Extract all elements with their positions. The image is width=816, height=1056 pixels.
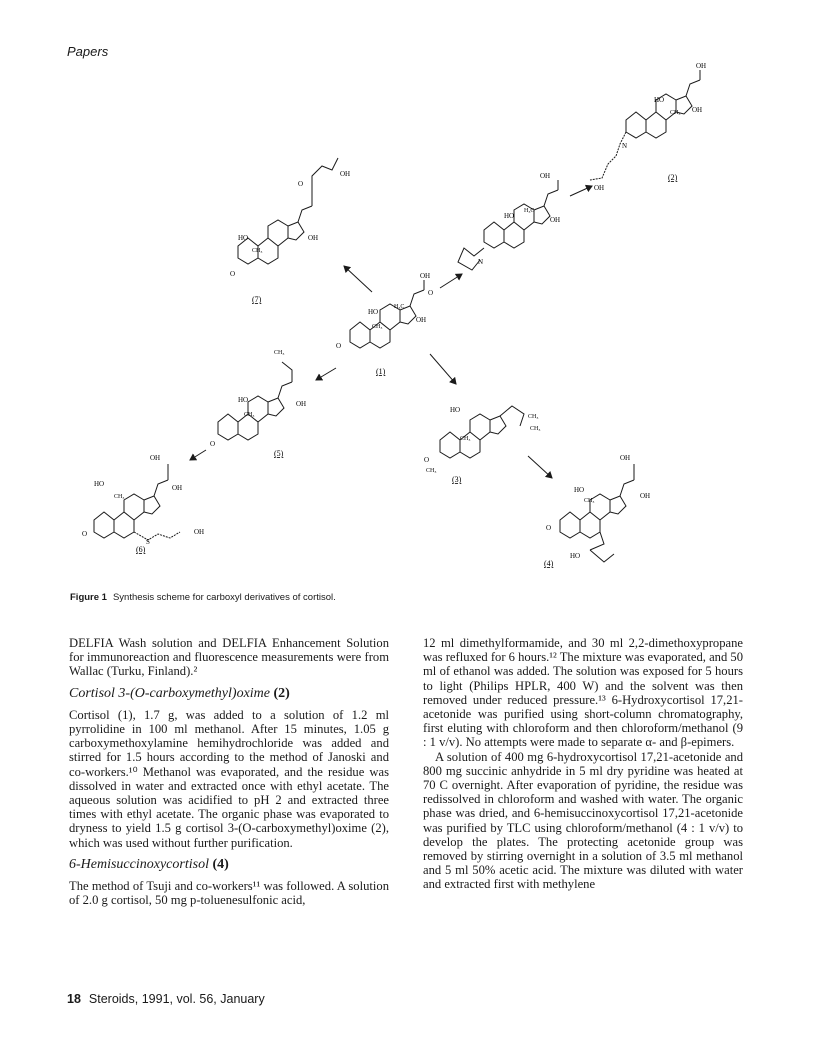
svg-text:OH: OH — [550, 216, 561, 224]
page-number: 18 — [67, 992, 81, 1006]
reaction-arrow — [430, 354, 456, 384]
reaction-arrow — [316, 368, 336, 380]
svg-text:(6): (6) — [136, 545, 146, 554]
svg-text:HO: HO — [654, 96, 665, 104]
svg-text:OH: OH — [696, 62, 707, 70]
svg-text:O: O — [298, 180, 304, 188]
reaction-arrow — [190, 450, 206, 460]
svg-text:CH₃: CH₃ — [372, 324, 383, 330]
paragraph: 12 ml dimethylformamide, and 30 ml 2,2-dimethoxypropane was refluxed for 6 hours.¹² The mixture was evaporated, and 50 ml of ethanol was added. The solution was exposed for 5 hours to light (Philips HPLR, 400 W) and the solvent was then removed under reduced pressure.¹³ 6-Hydroxycortisol 17,21-acetonide was purified using short-column chromatography, first eluting with chloroform and then chloroform/methanol (9 : 1 v/v). No attempts were made to separate α- and β-epimers. — [423, 636, 743, 750]
svg-text:CH₃: CH₃ — [670, 110, 681, 116]
svg-text:HO: HO — [570, 552, 581, 560]
svg-text:OH: OH — [172, 484, 183, 492]
svg-text:CH₃: CH₃ — [244, 412, 255, 418]
svg-text:OH: OH — [540, 172, 551, 180]
svg-text:HO: HO — [574, 486, 585, 494]
journal-citation: Steroids, 1991, vol. 56, January — [88, 992, 265, 1006]
svg-text:H₃C: H₃C — [524, 208, 535, 214]
svg-text:HO: HO — [94, 480, 105, 488]
svg-text:CH₃: CH₃ — [274, 350, 285, 356]
svg-text:OH: OH — [620, 454, 631, 462]
section-heading: Cortisol 3-(O-carboxymethyl)oxime (2) — [69, 685, 290, 701]
svg-text:OH: OH — [308, 234, 319, 242]
svg-text:HO: HO — [238, 234, 249, 242]
svg-text:(3): (3) — [452, 475, 462, 484]
svg-text:OH: OH — [150, 454, 161, 462]
svg-text:(7): (7) — [252, 295, 262, 304]
reaction-arrow — [440, 274, 462, 288]
figure-label: Figure 1 — [70, 592, 107, 603]
compound-label: (1) — [376, 367, 386, 376]
svg-text:CH₃: CH₃ — [528, 414, 539, 420]
svg-text:O: O — [82, 530, 88, 538]
paragraph: Cortisol (1), 1.7 g, was added to a solution of 1.2 ml pyrrolidine in 100 ml methanol. After 15 minutes, 1.05 g carboxymethoxylamine hemihydrochloride was added and stirred for 1.5 hours according to the method of Janoski and co-workers.¹⁰ Methanol was evaporated, and the residue was dissolved in water and extracted once with ethyl acetate. The aqueous solution was acidified to pH 2 and extracted three times with ethyl acetate. The organic phase was evaporated to dryness to yield 1.5 g cortisol 3-(O-carboxymethyl)oxime (2), which was used without further purification. — [69, 707, 389, 850]
svg-text:(2): (2) — [668, 173, 678, 182]
reaction-arrow — [344, 266, 372, 292]
right-column — [423, 636, 743, 892]
figure-caption — [70, 592, 336, 603]
svg-text:H₃C: H₃C — [394, 304, 405, 310]
svg-text:OH: OH — [416, 316, 427, 324]
svg-text:O: O — [230, 270, 236, 278]
svg-text:CH₃: CH₃ — [584, 498, 595, 504]
paragraph: A solution of 400 mg 6-hydroxycortisol 17,21-acetonide and 800 mg succinic anhydride in 5 ml dry pyridine was heated at 70 C overnight. After evaporation of pyridine, the residue was redissolved in chloroform and washed with water. The organic phase was dried, and 6-hemisuccinoxycortisol 17,21-acetonide was purified by TLC using chloroform/methanol (4 : 1 v/v) to develop the plates. The protecting acetonide group was removed by stirring overnight in a solution of 3.5 ml methanol and 5 ml 50% acetic acid. The mixture was diluted with water and extracted first with methylene — [423, 749, 743, 892]
svg-text:OH: OH — [194, 528, 205, 536]
svg-text:OH: OH — [640, 492, 651, 500]
svg-text:OH: OH — [296, 400, 307, 408]
atom-label: OH — [420, 272, 431, 280]
svg-text:O: O — [424, 456, 430, 464]
svg-text:(5): (5) — [274, 449, 284, 458]
svg-text:HO: HO — [450, 406, 461, 414]
compound-7-structure — [230, 158, 350, 304]
svg-text:O: O — [210, 440, 216, 448]
svg-text:S: S — [146, 538, 150, 546]
synthesis-scheme-figure — [0, 60, 816, 600]
svg-text:O: O — [546, 524, 552, 532]
svg-text:OH: OH — [594, 184, 605, 192]
reaction-arrow — [570, 186, 592, 196]
compound-6-structure — [82, 454, 204, 554]
enamine-intermediate-structure — [458, 172, 560, 270]
svg-text:HO: HO — [504, 212, 515, 220]
svg-text:CH₃: CH₃ — [426, 468, 437, 474]
svg-text:HO: HO — [368, 308, 379, 316]
left-column — [69, 636, 389, 907]
compound-4-structure — [544, 454, 650, 568]
svg-text:OH: OH — [692, 106, 703, 114]
compound-1-structure — [336, 272, 433, 376]
svg-text:HO: HO — [238, 396, 249, 404]
section-heading: 6-Hemisuccinoxycortisol (4) — [69, 856, 229, 872]
svg-text:N: N — [622, 142, 628, 150]
svg-text:(4): (4) — [544, 559, 554, 568]
svg-text:CH₃: CH₃ — [460, 436, 471, 442]
svg-text:CH₃: CH₃ — [114, 494, 125, 500]
reaction-arrow — [528, 456, 552, 478]
svg-text:CH₃: CH₃ — [530, 426, 541, 432]
compound-2-structure — [590, 62, 706, 192]
svg-text:CH₃: CH₃ — [252, 248, 263, 254]
page-footer — [67, 992, 265, 1006]
compound-5-structure — [210, 350, 306, 458]
svg-text:OH: OH — [340, 170, 351, 178]
paragraph: DELFIA Wash solution and DELFIA Enhancement Solution for immunoreaction and fluorescence measurements were from Wallac (Turku, Finland).² — [69, 636, 389, 679]
svg-text:O: O — [428, 289, 434, 297]
svg-text:O: O — [336, 342, 342, 350]
running-header: Papers — [67, 44, 109, 59]
compound-3-structure — [424, 406, 540, 484]
figure-caption-text: Synthesis scheme for carboxyl derivatives of cortisol. — [112, 592, 336, 603]
paragraph: The method of Tsuji and co-workers¹¹ was followed. A solution of 2.0 g cortisol, 50 mg p-toluenesulfonic acid, — [69, 879, 389, 908]
svg-text:N: N — [478, 258, 484, 266]
